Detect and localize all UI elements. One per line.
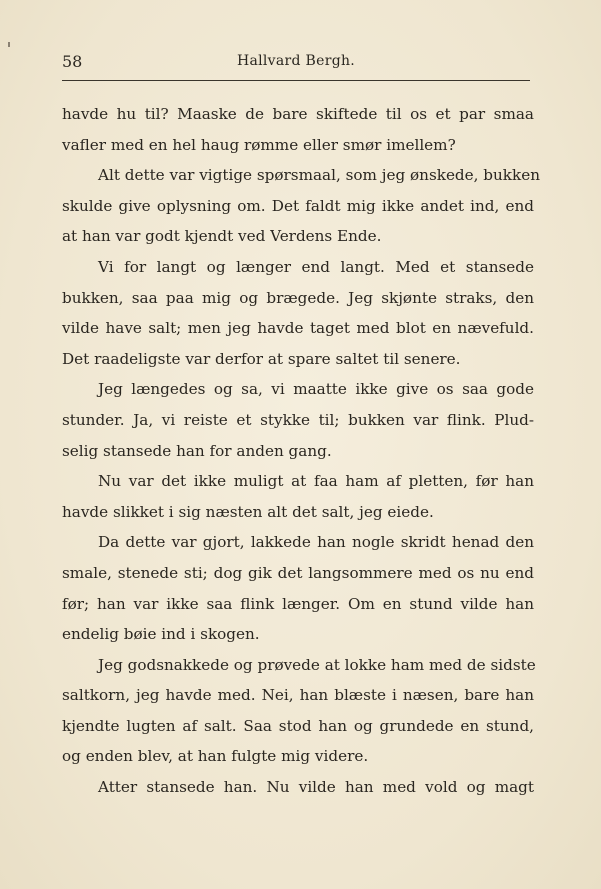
text-line: endelig bøie ind i skogen. [62, 625, 260, 644]
text-line: Nu var det ikke muligt at faa ham af pletten, før han [98, 472, 534, 491]
text-line: saltkorn, jeg havde med. Nei, han blæste i næsen, bare han [62, 686, 534, 705]
page-header [62, 52, 530, 76]
body-text [62, 99, 540, 803]
text-line: bukken, saa paa mig og brægede. Jeg skjønte straks, den [62, 288, 534, 307]
text-line: kjendte lugten af salt. Saa stod han og grundede en stund, [62, 716, 534, 735]
text-line: at han var godt kjendt ved Verdens Ende. [62, 227, 382, 246]
text-line: Det raadeligste var derfor at spare saltet til senere. [62, 349, 461, 368]
text-line: skulde give oplysning om. Det faldt mig ikke andet ind, end [62, 196, 534, 215]
text-line: Alt dette var vigtige spørsmaal, som jeg ønskede, bukken [98, 166, 540, 185]
header-rule [62, 80, 530, 81]
text-line: før; han var ikke saa flink længer. Om en stund vilde han [62, 594, 534, 613]
text-line: Jeg længedes og sa, vi maatte ikke give os saa gode [98, 380, 534, 399]
running-head: Hallvard Bergh. [236, 53, 356, 69]
text-line: smale, stenede sti; dog gik det langsommere med os nu end [62, 563, 534, 582]
text-line: vafler med en hel haug rømme eller smør imellem? [62, 135, 456, 154]
text-line: vilde have salt; men jeg havde taget med blot en nævefuld. [62, 319, 534, 338]
text-line: havde slikket i sig næsten alt det salt, jeg eiede. [62, 502, 434, 521]
text-line: Atter stansede han. Nu vilde han med vold og magt [98, 778, 534, 797]
text-line: Da dette var gjort, lakkede han nogle skridt henad den [98, 533, 534, 552]
text-line: og enden blev, at han fulgte mig videre. [62, 747, 369, 766]
page-number: 58 [62, 52, 83, 71]
text-line: havde hu til? Maaske de bare skiftede til os et par smaa [62, 105, 534, 123]
text-line: stunder. Ja, vi reiste et stykke til; bukken var flink. Plud- [62, 410, 534, 429]
margin-mark [8, 42, 10, 47]
text-line: Vi for langt og længer end langt. Med et stansede [98, 257, 534, 276]
text-line: selig stansede han for anden gang. [62, 441, 332, 460]
text-line: Jeg godsnakkede og prøvede at lokke ham med de sidste [98, 655, 536, 674]
